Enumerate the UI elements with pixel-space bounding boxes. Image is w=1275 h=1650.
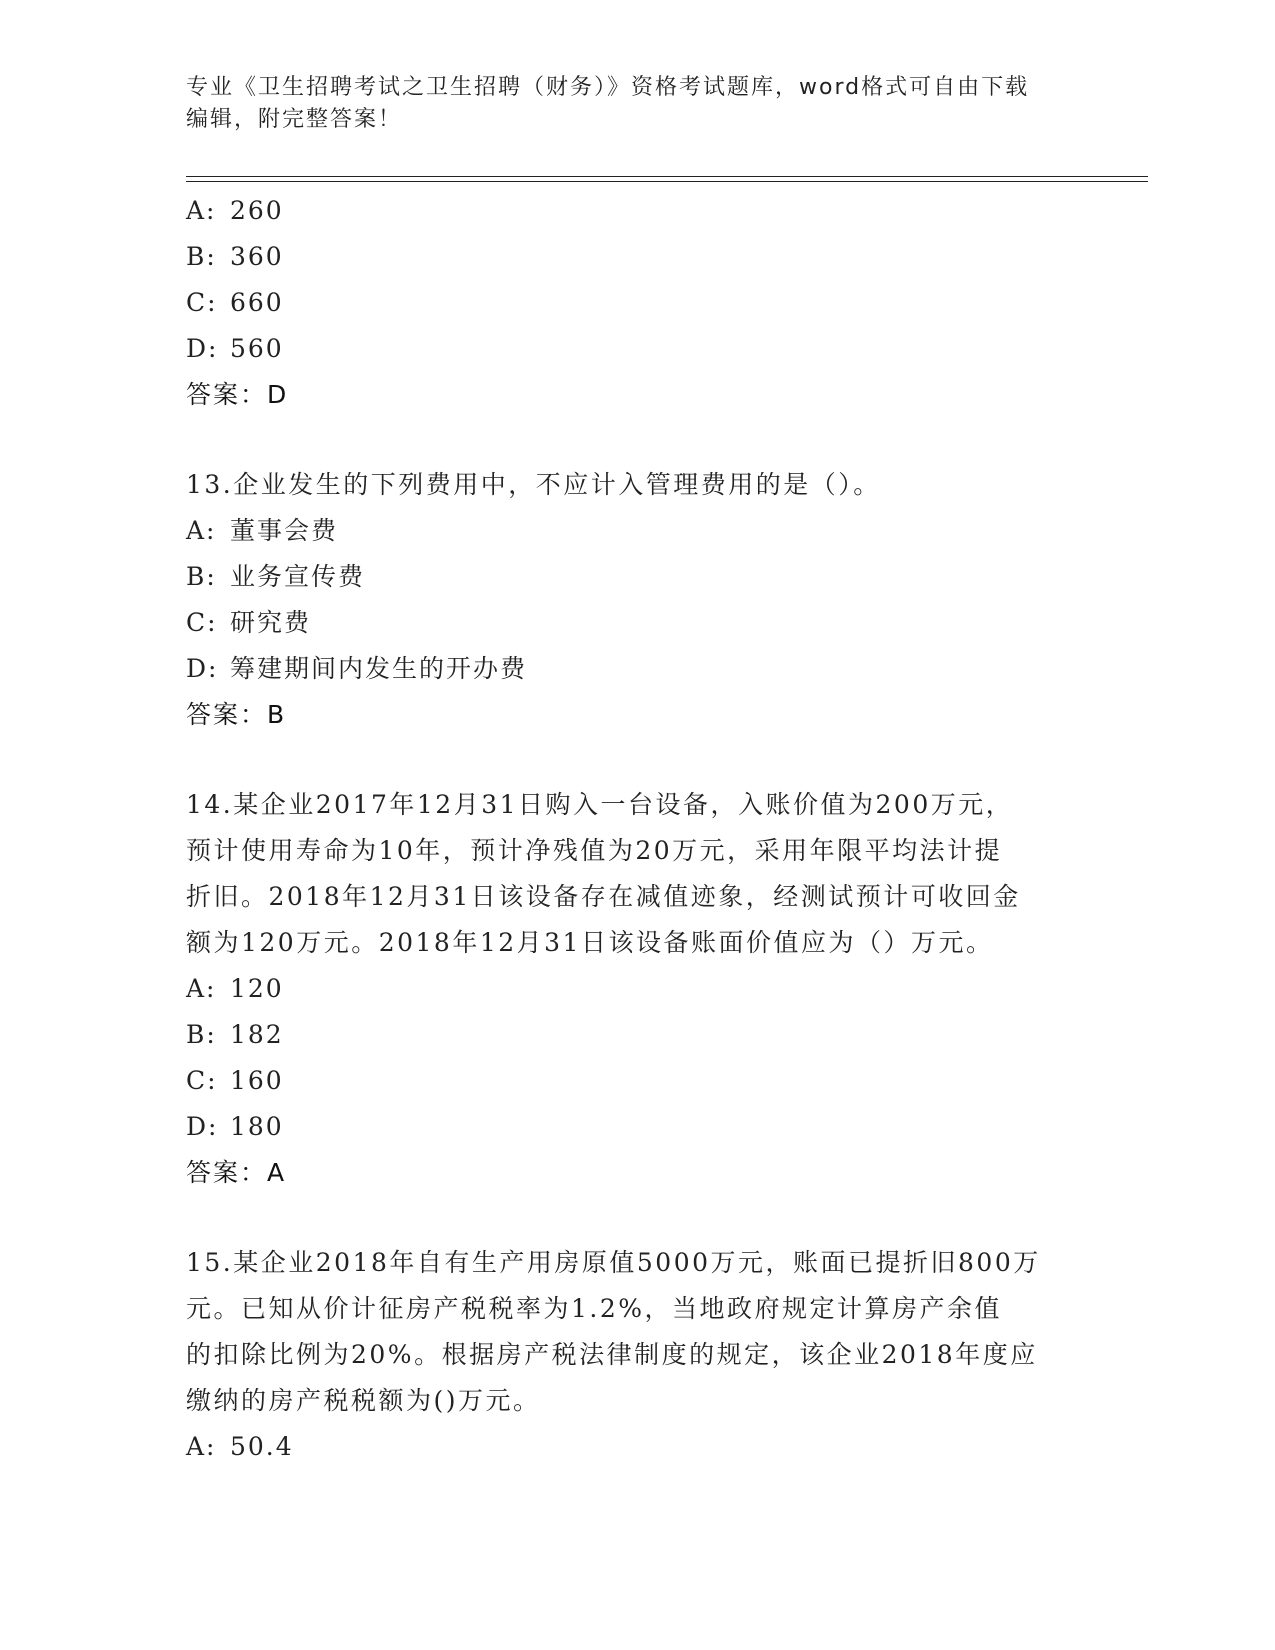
question-stem-line: 预计使用寿命为10年，预计净残值为20万元，采用年限平均法计提 bbox=[186, 836, 1003, 865]
spacer bbox=[186, 1196, 1086, 1240]
question-stem-line: 缴纳的房产税税额为()万元。 bbox=[186, 1386, 541, 1415]
question-stem-line: 15.某企业2018年自有生产用房原值5000万元，账面已提折旧800万 bbox=[186, 1248, 1041, 1277]
option-letter: C: bbox=[186, 608, 218, 637]
question-14 bbox=[186, 782, 1086, 1196]
question-12 bbox=[186, 188, 1086, 418]
question-list bbox=[186, 188, 1086, 1470]
option-text: 660 bbox=[230, 288, 284, 317]
option-a bbox=[186, 966, 1086, 1012]
option-a bbox=[186, 1424, 1086, 1470]
option-text: 120 bbox=[230, 974, 284, 1003]
option-text: 50.4 bbox=[230, 1432, 294, 1461]
option-text: 360 bbox=[230, 242, 284, 271]
option-b bbox=[186, 1012, 1086, 1058]
option-letter: D: bbox=[186, 334, 219, 363]
option-text: 董事会费 bbox=[230, 516, 339, 545]
option-text: 筹建期间内发生的开办费 bbox=[230, 654, 528, 683]
option-letter: C: bbox=[186, 1066, 218, 1095]
question-stem-line: 折旧。2018年12月31日该设备存在减值迹象，经测试预计可收回金 bbox=[186, 882, 1021, 911]
spacer bbox=[186, 418, 1086, 462]
option-letter: A: bbox=[186, 196, 217, 225]
question-15 bbox=[186, 1240, 1086, 1470]
option-letter: B: bbox=[186, 562, 217, 591]
question-stem: 13.企业发生的下列费用中，不应计入管理费用的是（）。 bbox=[186, 470, 881, 499]
option-letter: B: bbox=[186, 242, 217, 271]
answer-line: 答案：B bbox=[186, 700, 287, 729]
question-stem-line: 14.某企业2017年12月31日购入一台设备，入账价值为200万元， bbox=[186, 790, 1014, 819]
option-d bbox=[186, 646, 1086, 692]
option-c bbox=[186, 600, 1086, 646]
spacer bbox=[186, 738, 1086, 782]
option-b bbox=[186, 554, 1086, 600]
answer-line: 答案：A bbox=[186, 1158, 287, 1187]
option-c bbox=[186, 1058, 1086, 1104]
option-letter: D: bbox=[186, 1112, 219, 1141]
option-text: 业务宣传费 bbox=[230, 562, 366, 591]
question-13 bbox=[186, 462, 1086, 738]
option-text: 260 bbox=[230, 196, 284, 225]
option-text: 560 bbox=[230, 334, 284, 363]
header-line-2: 编辑，附完整答案！ bbox=[186, 107, 403, 132]
option-letter: D: bbox=[186, 654, 219, 683]
option-letter: B: bbox=[186, 1020, 217, 1049]
question-stem-line: 的扣除比例为20%。根据房产税法律制度的规定，该企业2018年度应 bbox=[186, 1340, 1038, 1369]
option-text: 182 bbox=[230, 1020, 284, 1049]
question-stem-line: 元。已知从价计征房产税税率为1.2%，当地政府规定计算房产余值 bbox=[186, 1294, 1003, 1323]
option-d bbox=[186, 326, 1086, 372]
option-text: 180 bbox=[230, 1112, 284, 1141]
document-header bbox=[186, 72, 1086, 136]
option-text: 160 bbox=[230, 1066, 284, 1095]
header-divider-bottom bbox=[186, 181, 1148, 182]
option-a bbox=[186, 188, 1086, 234]
option-text: 研究费 bbox=[230, 608, 312, 637]
option-letter: A: bbox=[186, 974, 217, 1003]
header-divider-top bbox=[186, 176, 1148, 177]
option-a bbox=[186, 508, 1086, 554]
option-b bbox=[186, 234, 1086, 280]
question-stem-line: 额为120万元。2018年12月31日该设备账面价值应为（）万元。 bbox=[186, 928, 994, 957]
answer-line: 答案：D bbox=[186, 380, 289, 409]
option-letter: A: bbox=[186, 516, 217, 545]
option-d bbox=[186, 1104, 1086, 1150]
option-c bbox=[186, 280, 1086, 326]
option-letter: A: bbox=[186, 1432, 217, 1461]
header-line-1: 专业《卫生招聘考试之卫生招聘（财务）》资格考试题库，word格式可自由下载 bbox=[186, 75, 1030, 100]
option-letter: C: bbox=[186, 288, 218, 317]
